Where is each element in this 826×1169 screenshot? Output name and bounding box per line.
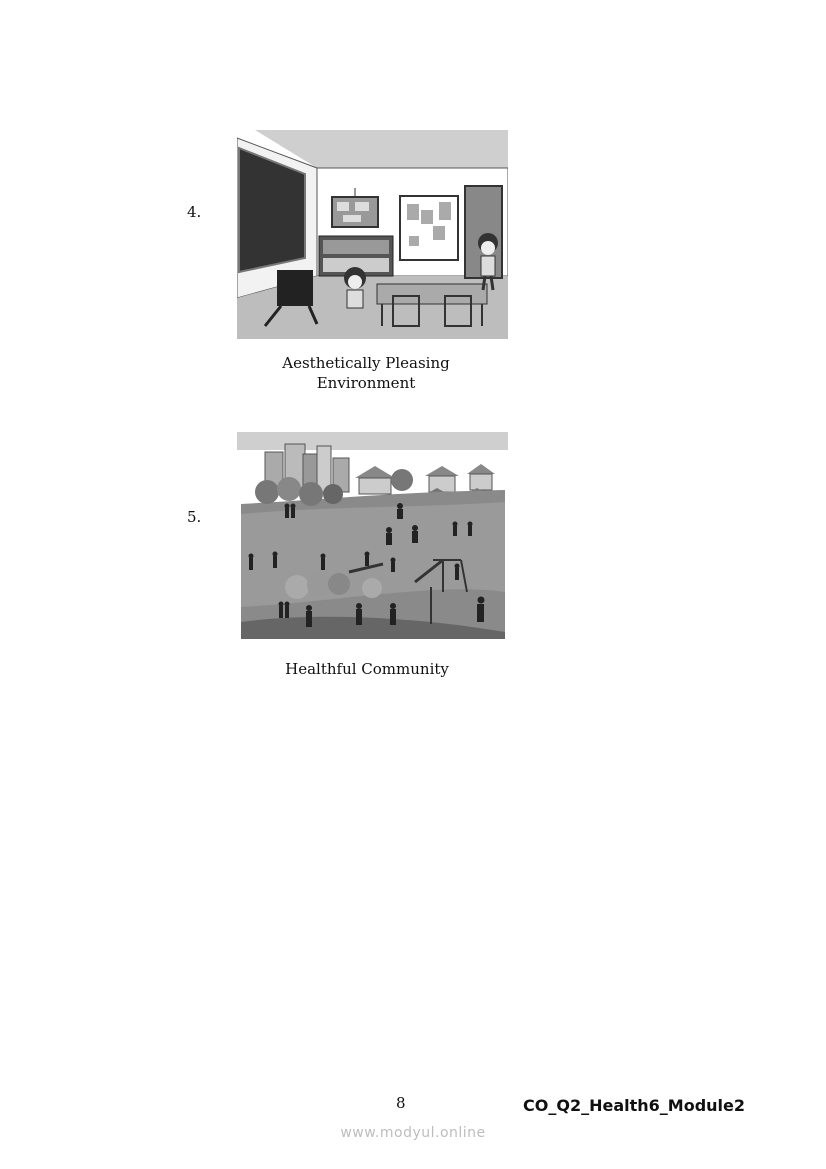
caption-line: Environment — [316, 374, 416, 392]
watermark: www.modyul.online — [340, 1125, 486, 1141]
item-number-4: 4. — [187, 203, 202, 221]
classroom-illustration — [237, 130, 508, 339]
item-number-5: 5. — [187, 508, 202, 526]
caption-healthful-community: Healthful Community — [285, 660, 449, 678]
caption-line: Aesthetically Pleasing — [282, 354, 450, 372]
caption-aesthetically-pleasing-environment — [216, 353, 516, 393]
community-park-illustration — [237, 432, 508, 639]
page-number: 8 — [396, 1094, 406, 1112]
module-code: CO_Q2_Health6_Module2 — [523, 1096, 745, 1115]
